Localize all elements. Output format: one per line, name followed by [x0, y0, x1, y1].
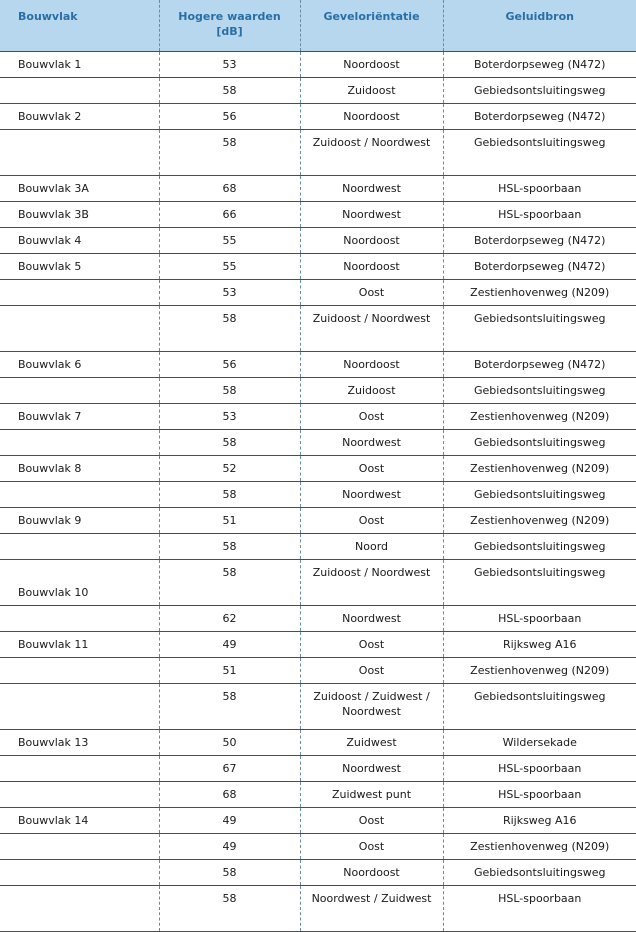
header-hogere-waarden-unit: [dB]	[216, 25, 243, 38]
table-row	[0, 130, 636, 176]
cell-hogere-waarde: 53	[159, 52, 300, 78]
cell-hogere-waarde: 52	[159, 456, 300, 482]
table-row	[0, 228, 636, 254]
cell-geveloriëntatie: Oost	[300, 456, 443, 482]
table-body	[0, 52, 636, 932]
cell-bouwvlak: Bouwvlak 8	[0, 456, 159, 482]
cell-geluidbron: Zestienhovenweg (N209)	[443, 280, 636, 306]
cell-hogere-waarde: 66	[159, 202, 300, 228]
cell-geveloriëntatie: Oost	[300, 834, 443, 860]
cell-geluidbron: HSL-spoorbaan	[443, 756, 636, 782]
cell-hogere-waarde: 58	[159, 430, 300, 456]
cell-geveloriëntatie: Noordoost	[300, 860, 443, 886]
cell-geluidbron: Zestienhovenweg (N209)	[443, 508, 636, 534]
cell-bouwvlak: Bouwvlak 3A	[0, 176, 159, 202]
cell-bouwvlak	[0, 684, 159, 730]
cell-geveloriëntatie: Noordwest	[300, 606, 443, 632]
cell-bouwvlak: Bouwvlak 7	[0, 404, 159, 430]
cell-geveloriëntatie: Noordoost	[300, 52, 443, 78]
cell-hogere-waarde: 50	[159, 730, 300, 756]
cell-geveloriëntatie: Noordwest	[300, 202, 443, 228]
cell-geluidbron: HSL-spoorbaan	[443, 782, 636, 808]
cell-hogere-waarde: 68	[159, 176, 300, 202]
cell-bouwvlak: Bouwvlak 10	[0, 560, 159, 606]
cell-geveloriëntatie: Noordoost	[300, 352, 443, 378]
cell-geveloriëntatie: Noordwest	[300, 756, 443, 782]
cell-hogere-waarde: 58	[159, 378, 300, 404]
cell-geluidbron: Gebiedsontsluitingsweg	[443, 534, 636, 560]
cell-bouwvlak	[0, 756, 159, 782]
cell-geluidbron: HSL-spoorbaan	[443, 176, 636, 202]
cell-geveloriëntatie: Oost	[300, 280, 443, 306]
table-row	[0, 834, 636, 860]
cell-geveloriëntatie: Noordoost	[300, 104, 443, 130]
table-row	[0, 756, 636, 782]
cell-geluidbron: Wildersekade	[443, 730, 636, 756]
cell-hogere-waarde: 62	[159, 606, 300, 632]
cell-geluidbron: HSL-spoorbaan	[443, 202, 636, 228]
cell-bouwvlak	[0, 78, 159, 104]
table-row	[0, 430, 636, 456]
header-hogere-waarden-line1: Hogere waarden	[178, 10, 281, 23]
cell-geluidbron: Zestienhovenweg (N209)	[443, 456, 636, 482]
cell-bouwvlak	[0, 606, 159, 632]
cell-bouwvlak: Bouwvlak 13	[0, 730, 159, 756]
cell-hogere-waarde: 58	[159, 306, 300, 352]
cell-geluidbron: Boterdorpseweg (N472)	[443, 52, 636, 78]
table-row	[0, 782, 636, 808]
cell-geluidbron: Boterdorpseweg (N472)	[443, 228, 636, 254]
table-row	[0, 78, 636, 104]
cell-geveloriëntatie: Noordoost	[300, 228, 443, 254]
cell-bouwvlak	[0, 782, 159, 808]
cell-geluidbron: Zestienhovenweg (N209)	[443, 658, 636, 684]
cell-bouwvlak	[0, 130, 159, 176]
cell-hogere-waarde: 58	[159, 684, 300, 730]
cell-geluidbron: Zestienhovenweg (N209)	[443, 834, 636, 860]
cell-bouwvlak	[0, 482, 159, 508]
header-geluidbron: Geluidbron	[443, 0, 636, 52]
table-row	[0, 306, 636, 352]
cell-hogere-waarde: 51	[159, 658, 300, 684]
header-geveloriëntatie: Geveloriëntatie	[300, 0, 443, 52]
cell-bouwvlak: Bouwvlak 1	[0, 52, 159, 78]
cell-geluidbron: Gebiedsontsluitingsweg	[443, 430, 636, 456]
cell-geluidbron: HSL-spoorbaan	[443, 886, 636, 932]
cell-geluidbron: Gebiedsontsluitingsweg	[443, 684, 636, 730]
table-row	[0, 404, 636, 430]
table-row	[0, 730, 636, 756]
cell-geveloriëntatie: Noordwest / Zuidwest	[300, 886, 443, 932]
cell-hogere-waarde: 58	[159, 482, 300, 508]
cell-geveloriëntatie: Zuidoost / Zuidwest / Noordwest	[300, 684, 443, 730]
cell-geluidbron: Gebiedsontsluitingsweg	[443, 482, 636, 508]
table-row	[0, 52, 636, 78]
cell-geluidbron: Boterdorpseweg (N472)	[443, 352, 636, 378]
table-row	[0, 886, 636, 932]
cell-geluidbron: Boterdorpseweg (N472)	[443, 104, 636, 130]
table-row	[0, 254, 636, 280]
table-row	[0, 508, 636, 534]
cell-geveloriëntatie: Oost	[300, 632, 443, 658]
cell-bouwvlak	[0, 860, 159, 886]
cell-geluidbron: Gebiedsontsluitingsweg	[443, 560, 636, 606]
table-row	[0, 176, 636, 202]
table-row	[0, 684, 636, 730]
cell-hogere-waarde: 56	[159, 352, 300, 378]
cell-bouwvlak	[0, 658, 159, 684]
cell-bouwvlak: Bouwvlak 11	[0, 632, 159, 658]
cell-hogere-waarde: 55	[159, 254, 300, 280]
cell-bouwvlak: Bouwvlak 2	[0, 104, 159, 130]
cell-bouwvlak: Bouwvlak 5	[0, 254, 159, 280]
cell-geluidbron: Gebiedsontsluitingsweg	[443, 306, 636, 352]
table-row	[0, 352, 636, 378]
header-hogere-waarden	[159, 0, 300, 52]
cell-hogere-waarde: 58	[159, 78, 300, 104]
table-header-row	[0, 0, 636, 52]
cell-bouwvlak	[0, 534, 159, 560]
cell-geluidbron: Zestienhovenweg (N209)	[443, 404, 636, 430]
cell-bouwvlak: Bouwvlak 4	[0, 228, 159, 254]
table-row	[0, 808, 636, 834]
cell-geveloriëntatie: Zuidoost / Noordwest	[300, 560, 443, 606]
cell-hogere-waarde: 49	[159, 834, 300, 860]
cell-bouwvlak: Bouwvlak 9	[0, 508, 159, 534]
cell-geveloriëntatie: Zuidoost / Noordwest	[300, 306, 443, 352]
cell-hogere-waarde: 56	[159, 104, 300, 130]
cell-hogere-waarde: 53	[159, 280, 300, 306]
cell-geveloriëntatie: Oost	[300, 508, 443, 534]
header-bouwvlak: Bouwvlak	[0, 0, 159, 52]
cell-geveloriëntatie: Zuidwest	[300, 730, 443, 756]
cell-geluidbron: Rijksweg A16	[443, 808, 636, 834]
table-row	[0, 560, 636, 606]
cell-geluidbron: Gebiedsontsluitingsweg	[443, 130, 636, 176]
cell-bouwvlak: Bouwvlak 14	[0, 808, 159, 834]
table-row	[0, 606, 636, 632]
cell-hogere-waarde: 49	[159, 632, 300, 658]
cell-bouwvlak	[0, 306, 159, 352]
cell-geveloriëntatie: Noord	[300, 534, 443, 560]
cell-geveloriëntatie: Oost	[300, 404, 443, 430]
table-row	[0, 534, 636, 560]
cell-bouwvlak: Bouwvlak 3B	[0, 202, 159, 228]
cell-hogere-waarde: 58	[159, 560, 300, 606]
cell-geluidbron: Rijksweg A16	[443, 632, 636, 658]
cell-geveloriëntatie: Noordoost	[300, 254, 443, 280]
table-row	[0, 632, 636, 658]
cell-hogere-waarde: 53	[159, 404, 300, 430]
cell-hogere-waarde: 58	[159, 534, 300, 560]
cell-geluidbron: Gebiedsontsluitingsweg	[443, 78, 636, 104]
cell-hogere-waarde: 49	[159, 808, 300, 834]
cell-geluidbron: Gebiedsontsluitingsweg	[443, 860, 636, 886]
cell-bouwvlak: Bouwvlak 6	[0, 352, 159, 378]
cell-bouwvlak	[0, 430, 159, 456]
table-row	[0, 280, 636, 306]
cell-hogere-waarde: 51	[159, 508, 300, 534]
cell-geluidbron: Boterdorpseweg (N472)	[443, 254, 636, 280]
cell-hogere-waarde: 58	[159, 886, 300, 932]
cell-hogere-waarde: 67	[159, 756, 300, 782]
table-row	[0, 658, 636, 684]
cell-hogere-waarde: 58	[159, 860, 300, 886]
cell-bouwvlak	[0, 378, 159, 404]
cell-geveloriëntatie: Noordwest	[300, 430, 443, 456]
table-row	[0, 456, 636, 482]
table-row	[0, 482, 636, 508]
cell-geveloriëntatie: Zuidoost	[300, 378, 443, 404]
cell-geveloriëntatie: Zuidoost / Noordwest	[300, 130, 443, 176]
cell-geveloriëntatie: Oost	[300, 808, 443, 834]
table-row	[0, 104, 636, 130]
cell-hogere-waarde: 55	[159, 228, 300, 254]
table-row	[0, 202, 636, 228]
cell-geveloriëntatie: Noordwest	[300, 482, 443, 508]
table-row	[0, 860, 636, 886]
cell-hogere-waarde: 68	[159, 782, 300, 808]
cell-bouwvlak	[0, 886, 159, 932]
cell-geveloriëntatie: Oost	[300, 658, 443, 684]
cell-geluidbron: HSL-spoorbaan	[443, 606, 636, 632]
cell-geluidbron: Gebiedsontsluitingsweg	[443, 378, 636, 404]
table-row	[0, 378, 636, 404]
cell-geveloriëntatie: Zuidoost	[300, 78, 443, 104]
cell-geveloriëntatie: Noordwest	[300, 176, 443, 202]
cell-bouwvlak	[0, 834, 159, 860]
cell-hogere-waarde: 58	[159, 130, 300, 176]
cell-bouwvlak	[0, 280, 159, 306]
cell-geveloriëntatie: Zuidwest punt	[300, 782, 443, 808]
